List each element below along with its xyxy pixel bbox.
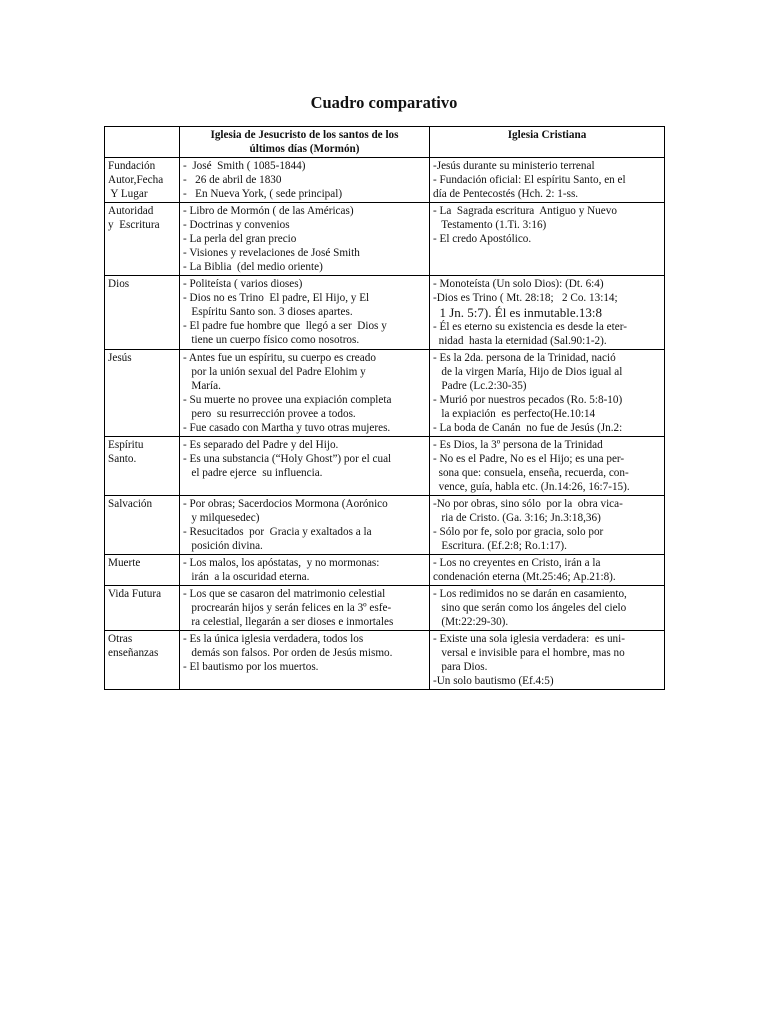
mormon-cell-line: - Su muerte no provee una expiación completa xyxy=(183,394,392,406)
cristiana-cell xyxy=(430,350,665,437)
table-row xyxy=(105,203,665,276)
category-cell-line: Autoridad xyxy=(108,205,154,217)
category-cell-line: Otras xyxy=(108,633,133,645)
cristiana-cell-line: - Él es eterno su existencia es desde la eter- xyxy=(433,321,627,333)
mormon-cell xyxy=(180,555,430,586)
cristiana-cell-line: - Sólo por fe, solo por gracia, solo por xyxy=(433,526,604,538)
table-row xyxy=(105,276,665,350)
table-row xyxy=(105,555,665,586)
mormon-cell-line: tiene un cuerpo físico como nosotros. xyxy=(183,334,360,346)
table-row xyxy=(105,350,665,437)
cristiana-cell-line: Escritura. (Ef.2:8; Ro.1:17). xyxy=(433,540,567,552)
mormon-cell xyxy=(180,437,430,496)
cristiana-cell-line: vence, guía, habla etc. (Jn.14:26, 16:7-15). xyxy=(433,481,630,493)
category-cell xyxy=(105,586,180,631)
mormon-cell-line: - Visiones y revelaciones de José Smith xyxy=(183,247,360,259)
mormon-cell-line: - Libro de Mormón ( de las Américas) xyxy=(183,205,354,217)
mormon-cell-line: - Los malos, los apóstatas, y no mormonas: xyxy=(183,557,380,569)
category-cell-line: Jesús xyxy=(108,352,132,364)
mormon-cell-line: - Es separado del Padre y del Hijo. xyxy=(183,439,339,451)
cristiana-cell-line: de la virgen María, Hijo de Dios igual al xyxy=(433,366,623,378)
cristiana-cell-line: para Dios. xyxy=(433,661,488,673)
mormon-cell xyxy=(180,586,430,631)
table-body xyxy=(105,158,665,690)
mormon-cell-line: - 26 de abril de 1830 xyxy=(183,174,282,186)
cristiana-cell-line: - No es el Padre, No es el Hijo; es una per- xyxy=(433,453,625,465)
mormon-cell-line: - Los que se casaron del matrimonio celestial xyxy=(183,588,386,600)
category-cell xyxy=(105,158,180,203)
cristiana-cell-line: condenación eterna (Mt.25:46; Ap.21:8). xyxy=(433,571,616,583)
mormon-cell-line: - Fue casado con Martha y tuvo otras mujeres. xyxy=(183,422,391,434)
cristiana-cell xyxy=(430,555,665,586)
mormon-cell-line: el padre ejerce su influencia. xyxy=(183,467,323,479)
cristiana-cell-line: versal e invisible para el hombre, mas no xyxy=(433,647,625,659)
mormon-cell-line: - En Nueva York, ( sede principal) xyxy=(183,188,343,200)
cristiana-cell-line: 1 Jn. 5:7). Él es inmutable.13:8 xyxy=(433,305,602,320)
mormon-cell-line: procrearán hijos y serán felices en la 3º esfe- xyxy=(183,602,392,614)
category-cell xyxy=(105,437,180,496)
mormon-cell-line: - La Biblia (del medio oriente) xyxy=(183,261,323,273)
header-corner-cell xyxy=(105,127,180,158)
mormon-cell-line: - Es una substancia (“Holy Ghost”) por el cual xyxy=(183,453,392,465)
cristiana-cell-line: - Monoteísta (Un solo Dios): (Dt. 6:4) xyxy=(433,278,604,290)
category-cell-line: Dios xyxy=(108,278,130,290)
category-cell xyxy=(105,496,180,555)
cristiana-cell-line: - Los redimidos no se darán en casamiento, xyxy=(433,588,627,600)
cristiana-cell-line: (Mt:22:29-30). xyxy=(433,616,509,628)
cristiana-cell-line: - Murió por nuestros pecados (Ro. 5:8-10) xyxy=(433,394,623,406)
mormon-cell-line: - Por obras; Sacerdocios Mormona (Aorónico xyxy=(183,498,388,510)
mormon-cell-line: posición divina. xyxy=(183,540,263,552)
mormon-cell-line: - Antes fue un espíritu, su cuerpo es creado xyxy=(183,352,376,364)
table-row xyxy=(105,496,665,555)
mormon-cell xyxy=(180,158,430,203)
cristiana-cell-line: - La boda de Canán no fue de Jesús (Jn.2: xyxy=(433,422,623,434)
cristiana-cell-line: sona que: consuela, enseña, recuerda, con- xyxy=(433,467,629,479)
cristiana-cell-line: nidad hasta la eternidad (Sal.90:1-2). xyxy=(433,335,607,347)
cristiana-cell xyxy=(430,158,665,203)
cristiana-cell-line: -Jesús durante su ministerio terrenal xyxy=(433,160,595,172)
category-cell-line: Y Lugar xyxy=(108,188,148,200)
cristiana-cell xyxy=(430,631,665,690)
mormon-cell xyxy=(180,496,430,555)
category-cell-line: Espíritu xyxy=(108,439,144,451)
page-title: Cuadro comparativo xyxy=(310,93,458,112)
mormon-cell xyxy=(180,350,430,437)
cristiana-cell-line: sino que serán como los ángeles del cielo xyxy=(433,602,627,614)
mormon-cell-line: y milquesedec) xyxy=(183,512,260,524)
mormon-cell-line: - José Smith ( 1085-1844) xyxy=(183,160,306,172)
mormon-cell-line: - Politeísta ( varios dioses) xyxy=(183,278,303,290)
cristiana-cell-line: -No por obras, sino sólo por la obra vica- xyxy=(433,498,623,510)
mormon-cell-line: ra celestial, llegarán a ser dioses e inmortales xyxy=(183,616,394,628)
cristiana-cell-line: Padre (Lc.2:30-35) xyxy=(433,380,527,392)
table-row xyxy=(105,437,665,496)
category-cell xyxy=(105,631,180,690)
category-cell-line: Santo. xyxy=(108,453,137,465)
mormon-cell-line: - El padre fue hombre que llegó a ser Dios y xyxy=(183,320,387,332)
cristiana-cell-line: -Dios es Trino ( Mt. 28:18; 2 Co. 13:14; xyxy=(433,292,618,304)
header-mormon xyxy=(180,127,430,158)
cristiana-cell-line: - El credo Apostólico. xyxy=(433,233,532,245)
header-row xyxy=(105,127,665,158)
cristiana-cell xyxy=(430,276,665,350)
category-cell-line: Muerte xyxy=(108,557,141,569)
category-cell xyxy=(105,276,180,350)
mormon-cell-line: demás son falsos. Por orden de Jesús mismo. xyxy=(183,647,393,659)
category-cell-line: Salvación xyxy=(108,498,153,510)
cristiana-cell xyxy=(430,437,665,496)
category-cell-line: Vida Futura xyxy=(108,588,162,600)
mormon-cell xyxy=(180,631,430,690)
header-mormon-line: últimos días (Mormón) xyxy=(249,143,360,155)
cristiana-cell-line: - Fundación oficial: El espíritu Santo, en el xyxy=(433,174,626,186)
mormon-cell-line: - Dios no es Trino El padre, El Hijo, y El xyxy=(183,292,370,304)
category-cell xyxy=(105,555,180,586)
mormon-cell-line: por la unión sexual del Padre Elohim y xyxy=(183,366,366,378)
cristiana-cell-line: día de Pentecostés (Hch. 2: 1-ss. xyxy=(433,188,579,200)
mormon-cell-line: - Resucitados por Gracia y exaltados a la xyxy=(183,526,372,538)
cristiana-cell xyxy=(430,203,665,276)
table-row xyxy=(105,586,665,631)
cristiana-cell-line: - La Sagrada escritura Antiguo y Nuevo xyxy=(433,205,617,217)
category-cell-line: Autor,Fecha xyxy=(108,174,164,186)
cristiana-cell-line: - Existe una sola iglesia verdadera: es uni- xyxy=(433,633,625,645)
mormon-cell-line: - Doctrinas y convenios xyxy=(183,219,290,231)
mormon-cell-line: irán a la oscuridad eterna. xyxy=(183,571,310,583)
cristiana-cell-line: -Un solo bautismo (Ef.4:5) xyxy=(433,675,554,687)
category-cell-line: y Escritura xyxy=(108,219,160,231)
cristiana-cell-line: - Es Dios, la 3º persona de la Trinidad xyxy=(433,439,603,451)
cristiana-cell-line: Testamento (1.Ti. 3:16) xyxy=(433,219,547,231)
category-cell-line: enseñanzas xyxy=(108,647,159,659)
cristiana-cell-line: la expiación es perfecto(He.10:14 xyxy=(433,408,596,420)
cristiana-cell-line: ria de Cristo. (Ga. 3:16; Jn.3:18,36) xyxy=(433,512,601,524)
category-cell-line: Fundación xyxy=(108,160,156,172)
mormon-cell xyxy=(180,203,430,276)
comparison-table xyxy=(104,126,665,690)
category-cell xyxy=(105,203,180,276)
cristiana-cell-line: - Los no creyentes en Cristo, irán a la xyxy=(433,557,601,569)
mormon-cell-line: María. xyxy=(183,380,221,392)
header-cristiana: Iglesia Cristiana xyxy=(430,127,665,158)
mormon-cell-line: pero su resurrección provee a todos. xyxy=(183,408,356,420)
mormon-cell xyxy=(180,276,430,350)
cristiana-cell xyxy=(430,586,665,631)
cristiana-cell-line: - Es la 2da. persona de la Trinidad, nació xyxy=(433,352,616,364)
table-row xyxy=(105,631,665,690)
mormon-cell-line: - Es la única iglesia verdadera, todos los xyxy=(183,633,364,645)
category-cell xyxy=(105,350,180,437)
cristiana-cell xyxy=(430,496,665,555)
table-row xyxy=(105,158,665,203)
mormon-cell-line: Espíritu Santo son. 3 dioses apartes. xyxy=(183,306,353,318)
header-mormon-line: Iglesia de Jesucristo de los santos de los xyxy=(210,129,399,141)
mormon-cell-line: - La perla del gran precio xyxy=(183,233,297,245)
mormon-cell-line: - El bautismo por los muertos. xyxy=(183,661,319,673)
